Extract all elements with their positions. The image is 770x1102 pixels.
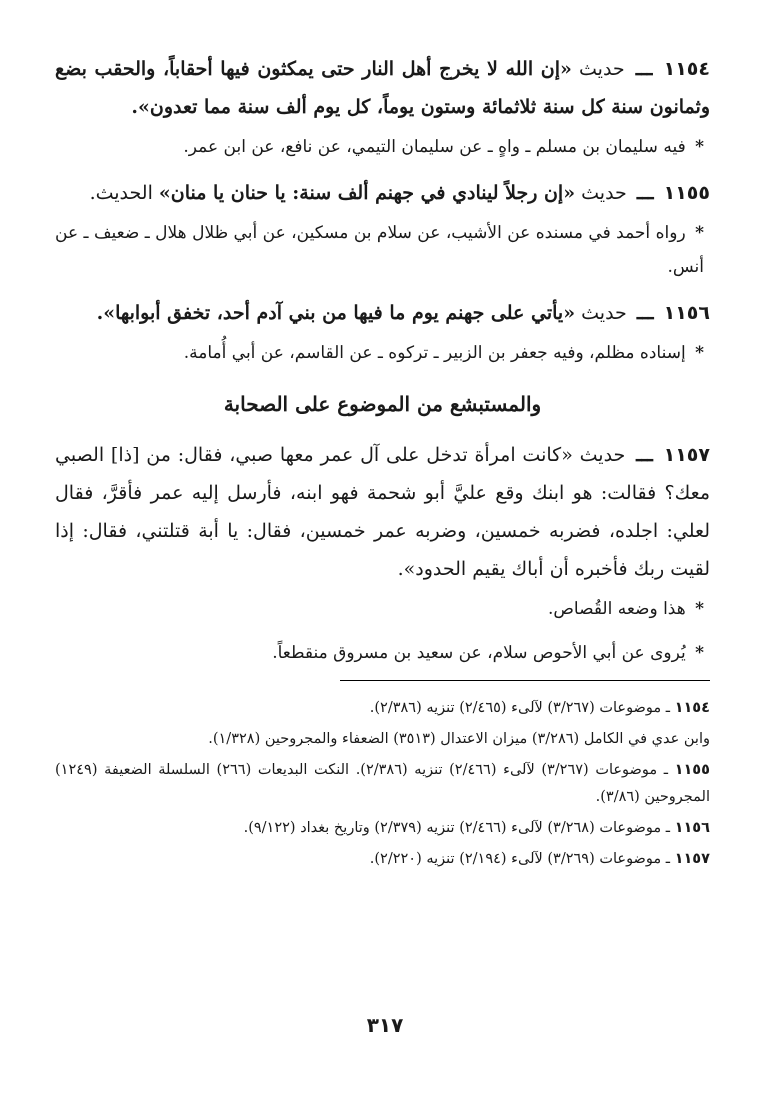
hadith-number: ١١٥٧ (663, 444, 710, 466)
note-star: * (695, 223, 704, 243)
hadith-quote: «يأتي على جهنم يوم ما فيها من بني آدم أحد، تخفق أبوابها». (96, 302, 576, 324)
footnote-item (55, 815, 710, 842)
footnote-text: موضوعات (٣/٢٦٧) لآلىء (٢/٤٦٥) تنزيه (٢/٣٨٦). (369, 700, 662, 716)
hadith-quote: «إن رجلاً لينادي في جهنم ألف سنة: يا حنان يا منان» (158, 182, 576, 204)
page-number: ٣١٧ (366, 1013, 404, 1037)
note-star: * (695, 343, 704, 363)
section-title: والمستبشع من الموضوع على الصحابة (223, 392, 542, 416)
footnotes (55, 695, 710, 873)
footnote-item (55, 695, 710, 722)
hadith-lead: حديث (581, 182, 627, 204)
footnote-dash: ـ (663, 762, 668, 778)
footnote-item (55, 726, 710, 753)
note-text: رواه أحمد في مسنده عن الأشيب، عن سلام بن مسكين، عن أبي ظلال هلال ـ ضعيف ـ عن أنس. (55, 223, 704, 277)
hadith-entry-1157 (55, 436, 710, 670)
hadith-entry-1156 (55, 294, 710, 370)
hadith-note (55, 216, 710, 284)
note-star: * (695, 643, 704, 663)
hadith-text (55, 294, 710, 332)
hadith-quote: «كانت امرأة تدخل على آل عمر معها صبي، فقال: من [ذا] الصبي معك؟ فقالت: هو ابنك وقع عليَّ أبو شحمة فهو ابنه، فأرسل إليه عمر فأقرَّ، فقال لعلي: اجلده، فضربه خمسين، وضربه عمر خمسين، فقال: يا أبة قتلتني، فقال: إذا لقيت ربك فأخبره أن أباك يقيم الحدود». (55, 444, 710, 580)
footnote-dash: ـ (665, 700, 670, 716)
footnote-dash: ـ (665, 820, 670, 836)
note-text: إسناده مظلم، وفيه جعفر بن الزبير ـ تركوه ـ عن القاسم، عن أبي أُمامة. (183, 343, 686, 363)
hadith-lead: حديث (581, 302, 627, 324)
hadith-text (55, 174, 710, 212)
note-star: * (695, 599, 704, 619)
hadith-note (55, 336, 710, 370)
hadith-dash: ـــ (636, 182, 654, 204)
footnote-number: ١١٥٦ (674, 820, 710, 836)
note-text: يُروى عن أبي الأحوص سلام، عن سعيد بن مسروق منقطعاً. (272, 643, 686, 663)
hadith-note (55, 130, 710, 164)
footnote-text: وابن عدي في الكامل (٣/٢٨٦) ميزان الاعتدال (٣٥١٣) الضعفاء والمجروحين (١/٣٢٨). (208, 731, 710, 747)
note-star: * (695, 137, 704, 157)
footnote-item (55, 757, 710, 811)
hadith-note (55, 636, 710, 670)
hadith-tail: الحديث. (89, 182, 153, 204)
footnote-item (55, 846, 710, 873)
footnote-number: ١١٥٧ (674, 851, 710, 867)
note-text: فيه سليمان بن مسلم ـ واهٍ ـ عن سليمان التيمي، عن نافع، عن ابن عمر. (183, 137, 686, 157)
hadith-text (55, 50, 710, 126)
hadith-note (55, 592, 710, 626)
hadith-dash: ـــ (636, 302, 654, 324)
hadith-quote: «إن الله لا يخرج أهل النار حتى يمكثون فيها أحقاباً، والحقب بضع وثمانون سنة كل سنة ثلاثمائة وستون يوماً، كل يوم ألف سنة مما تعدون». (55, 58, 710, 118)
hadith-entry-1154 (55, 50, 710, 164)
footnote-divider (340, 680, 710, 681)
hadith-number: ١١٥٦ (663, 302, 710, 324)
hadith-dash: ـــ (635, 58, 653, 80)
footnote-text: موضوعات (٣/٢٦٨) لآلىء (٢/٤٦٦) تنزيه (٢/٣٧٩) وتاريخ بغداد (٩/١٢٢). (243, 820, 662, 836)
hadith-number: ١١٥٥ (663, 182, 710, 204)
note-text: هذا وضعه القُصاص. (547, 599, 686, 619)
hadith-lead: حديث (579, 444, 626, 466)
footnote-text: موضوعات (٣/٢٦٩) لآلىء (٢/١٩٤) تنزيه (٢/٢٢٠). (369, 851, 662, 867)
hadith-number: ١١٥٤ (663, 58, 710, 80)
footnote-dash: ـ (665, 851, 670, 867)
hadith-dash: ـــ (636, 444, 653, 466)
hadith-text (55, 436, 710, 588)
footnote-text: موضوعات (٣/٢٦٧) لآلىء (٢/٤٦٦) تنزيه (٢/٣٨٦). النكت البديعات (٢٦٦) السلسلة الضعيفة (١٢٤٩) المجروحين (٣/٨٦). (55, 762, 710, 805)
hadith-entry-1155 (55, 174, 710, 284)
hadith-lead: حديث (579, 58, 625, 80)
footnote-number: ١١٥٤ (674, 700, 710, 716)
footnote-number: ١١٥٥ (674, 762, 711, 778)
